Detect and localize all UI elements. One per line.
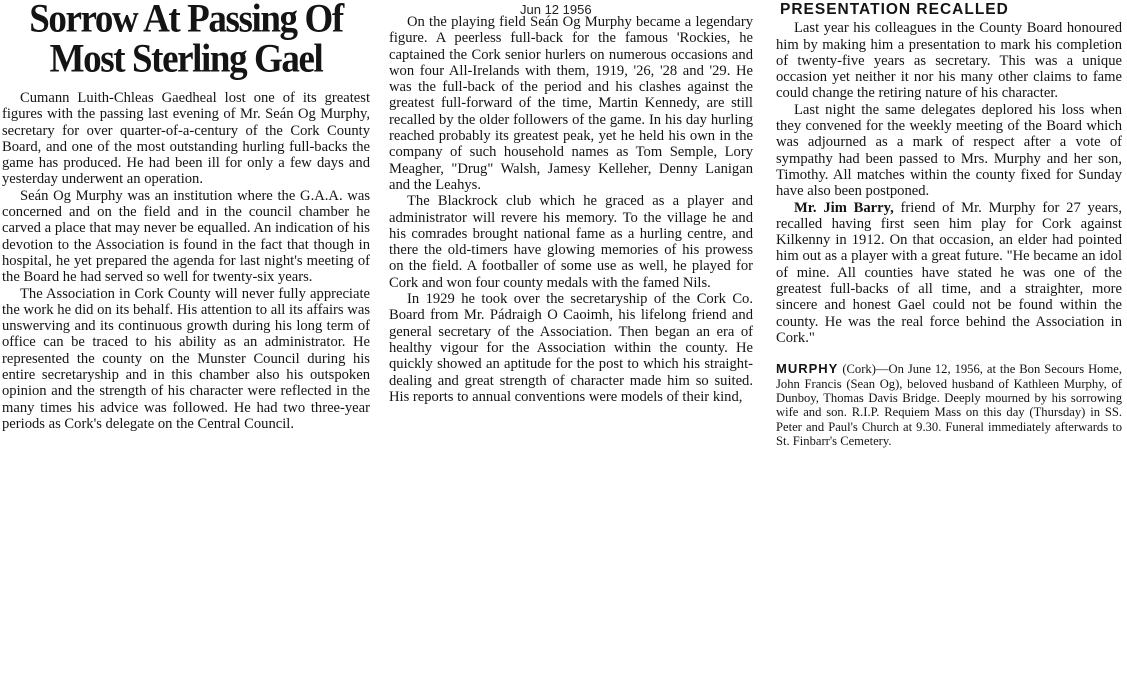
barry-name: Mr. Jim Barry, bbox=[794, 199, 894, 216]
col1-paragraph-1: Cumann Luith-Chleas Gaedheal lost one of its greatest figures with the passing last evening of Mr. Seán Og Murphy, secretary for over quarter-of-a-century of the Cork County Board, and one of the most outstanding hurling full-backs the game has produced. He had been ill for only a few days and yesterday underwent an operation. bbox=[2, 90, 370, 188]
headline bbox=[2, 0, 370, 82]
col1-paragraph-2: Seán Og Murphy was an institution where the G.A.A. was concerned and on the field and in the council chamber he carved a place that may never be equalled. An indication of his devotion to the Association is found in the fact that though in hospital, he yet prepared the agenda for last night's meeting of the Board he had served so well for twenty-six years. bbox=[2, 187, 370, 286]
notice-text: (Cork)—On June 12, 1956, at the Bon Secours Home, John Francis (Sean Og), beloved husband of Kathleen Murphy, of Dunboy, Thomas Davis Bridge. Deeply mourned by his sorrowing wife and son. R.I.P. Requiem Mass on this day (Thursday) in SS. Peter and Paul's Church at 9.30. Funeral immediately afterwards to St. Finbarr's Cemetery. bbox=[776, 362, 1122, 449]
col2-paragraph-2: The Blackrock club which he graced as a player and administrator will revere his memory. To the village he and his comrades brought national fame as a hurling centre, and there the old-timers have glowing memories of his prowess on the field. A footballer of some use as well, he played for Cork and won four county medals with the famed Nils. bbox=[389, 193, 753, 291]
col2-paragraph-1: On the playing field Seán Og Murphy became a legendary figure. A peerless full-back for the famous 'Rockies, he captained the Cork senior hurlers on numerous occasions and won four All-Irelands with them, 1919, '26, '28 and '29. He was the full-back of the period and his clashes against the greatest full-forward of the time, Martin Kennedy, are still recalled by the older followers of the game. In his day hurling reached probably its greatest peak, yet he held his own in the company of such household names as Tom Semple, Lory Meagher, "Drug" Walsh, Jamesy Kelleher, Denny Lanigan and the Leahys. bbox=[389, 14, 753, 193]
col3-paragraph-2: Last night the same delegates deplored his loss when they convened for the weekly meeting of the Board which was adjourned as a mark of respect after a vote of sympathy had been passed to Mrs. Murphy and her son, Timothy. All matches within the county fixed for Sunday have also been postponed. bbox=[776, 101, 1122, 200]
headline-line-2: Most Sterling Gael bbox=[49, 36, 323, 82]
death-notice bbox=[776, 362, 1122, 448]
notice-name: MURPHY bbox=[776, 361, 839, 377]
column-3 bbox=[776, 0, 1122, 693]
col2-paragraph-3: In 1929 he took over the secretaryship of the Cork Co. Board from Mr. Pádraigh O Caoimh, his lifelong friend and general secretary of the Association. Then began an era of healthy vigour for the Association within the county. He quickly showed an aptitude for the post to which his straight-dealing and great strength of character made him so suited. His reports to annual conventions were models of their kind, bbox=[389, 291, 753, 405]
column-1 bbox=[2, 0, 370, 693]
col3-paragraph-1: Last year his colleagues in the County Board honoured him by making him a presentation to mark his completion of twenty-five years as secretary. This was a unique occasion yet neither it nor his many other claims to fame could change the retiring nature of his character. bbox=[776, 20, 1122, 102]
col3-paragraph-barry bbox=[776, 200, 1122, 347]
col1-paragraph-3: The Association in Cork County will never fully appreciate the work he did on its behalf. His attention to all its affairs was unswerving and its continuous growth during his long term of office can be traced to his ability as an administrator. He represented the county on the Munster Council during his entire secretaryship and in this chamber also his outspoken opinion and the strength of his character were reflected in the many times his advice was followed. He had two three-year periods as Cork's delegate on the Central Council. bbox=[2, 285, 370, 432]
column-2 bbox=[389, 14, 753, 693]
date-stamp: Jun 12 1956 bbox=[520, 2, 592, 17]
subhead-presentation-recalled: PRESENTATION RECALLED bbox=[780, 1, 1009, 18]
headline-line-1: Sorrow At Passing Of bbox=[29, 0, 343, 42]
barry-text: friend of Mr. Murphy for 27 years, recalled having first seen him play for Cork against Kilkenny in 1912. On that occasion, an elder had pointed him out as a player with a great future. "He became an idol of mine. All counties have stated he was one of the greatest full-backs of all time, and a straighter, more sincere and honest Gael could not be found within the county. He was the real force behind the Association in Cork." bbox=[776, 199, 1122, 346]
